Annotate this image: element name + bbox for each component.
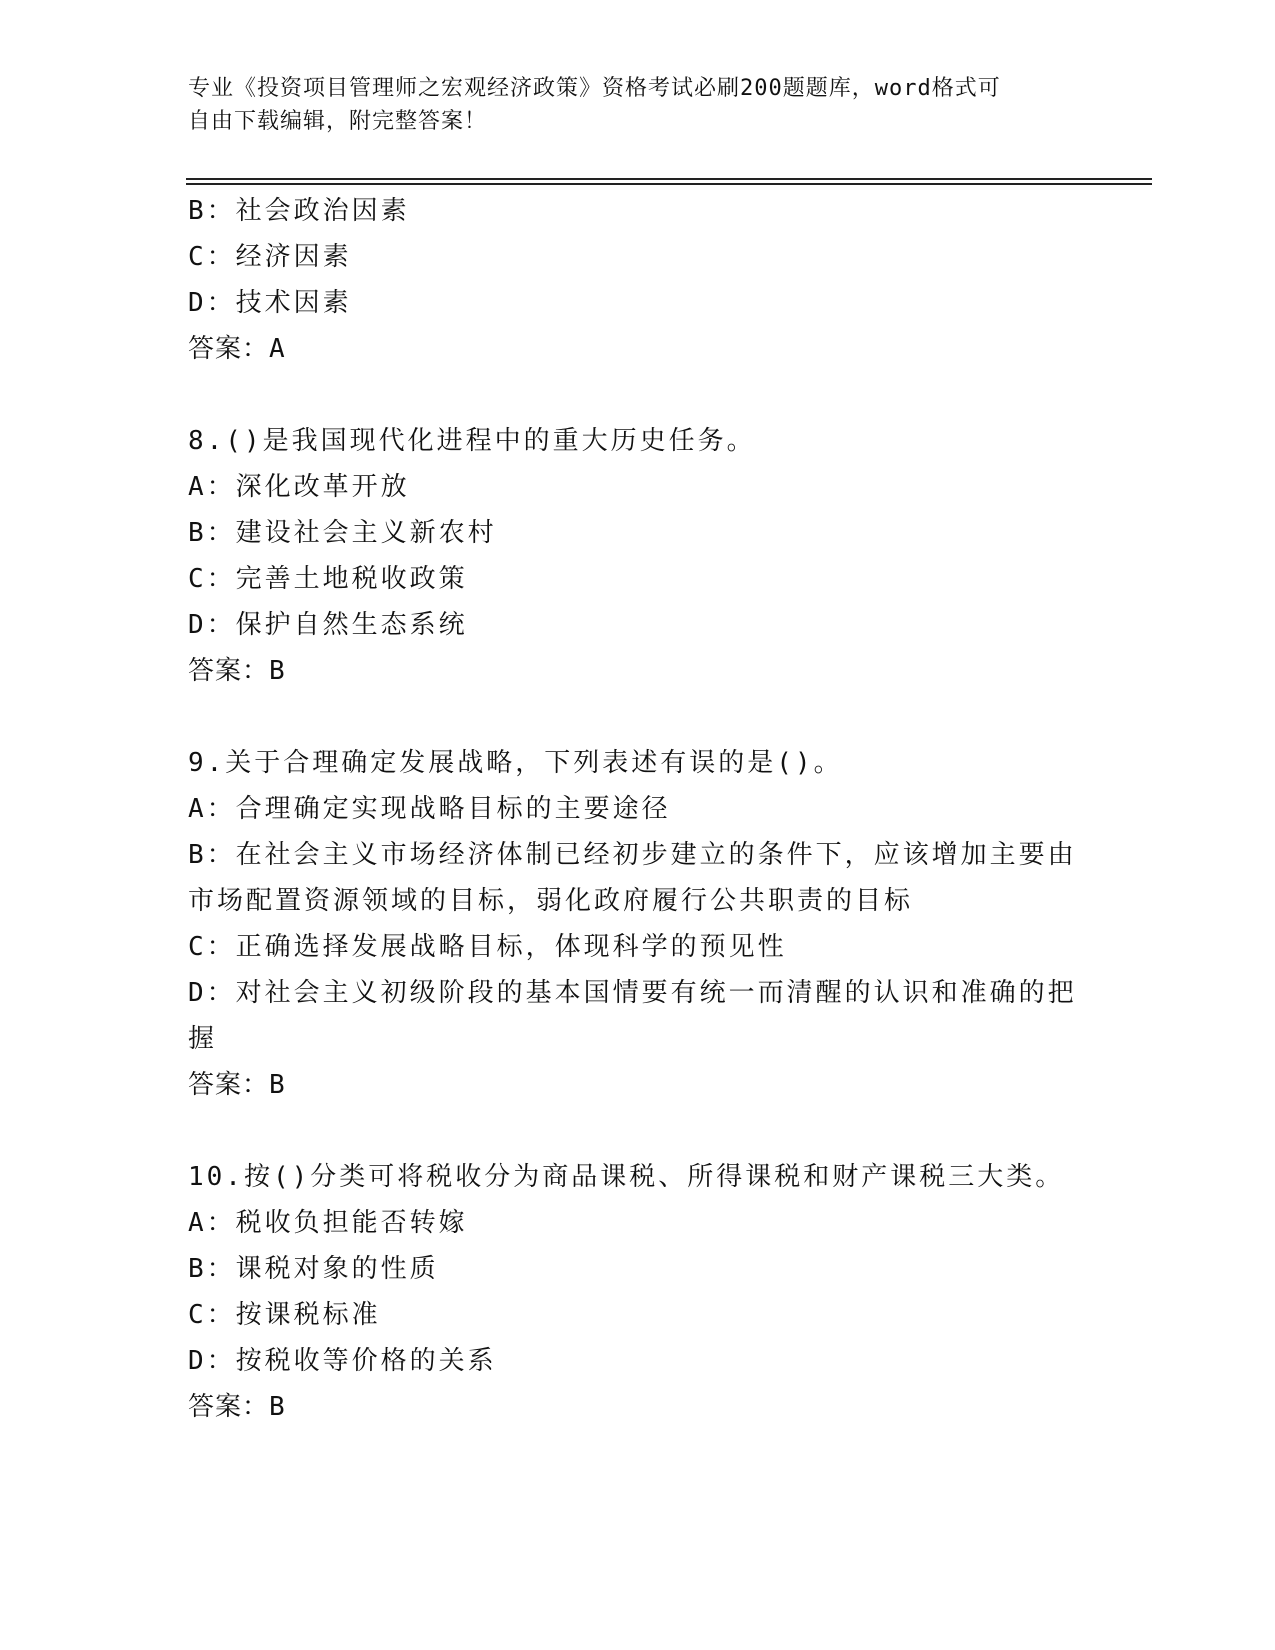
option-a: A：税收负担能否转嫁 [188,1208,468,1238]
question-text: 9.关于合理确定发展战略，下列表述有误的是()。 [188,748,843,778]
option-d: D：技术因素 [188,288,352,318]
option-a: A：合理确定实现战略目标的主要途径 [188,794,671,824]
question-list [188,188,1088,1430]
option-d-line-2: 握 [188,1024,218,1054]
option-c: C：经济因素 [188,242,352,272]
spacer [188,694,1088,740]
option-b-line-1: B：在社会主义市场经济体制已经初步建立的条件下，应该增加主要由 [188,840,1077,870]
header-title-line-2: 自由下载编辑，附完整答案！ [188,109,488,134]
option-b: B：建设社会主义新农村 [188,518,497,548]
question-text: 10.按()分类可将税收分为商品课税、所得课税和财产课税三大类。 [188,1162,1065,1192]
answer: 答案：B [188,1392,286,1422]
answer: 答案：B [188,656,286,686]
option-d-line-1: D：对社会主义初级阶段的基本国情要有统一而清醒的认识和准确的把 [188,978,1077,1008]
option-c: C：正确选择发展战略目标，体现科学的预见性 [188,932,787,962]
header-divider-top [186,178,1152,180]
question-10 [188,1154,1088,1430]
header-title-line-1: 专业《投资项目管理师之宏观经济政策》资格考试必刷200题题库，word格式可 [188,76,1001,101]
option-d: D：保护自然生态系统 [188,610,468,640]
spacer [188,1108,1088,1154]
question-text: 8.()是我国现代化进程中的重大历史任务。 [188,426,756,456]
option-d: D：按税收等价格的关系 [188,1346,497,1376]
option-c: C：按课税标准 [188,1300,381,1330]
option-c: C：完善土地税收政策 [188,564,468,594]
question-7-tail [188,188,1088,372]
option-b: B：课税对象的性质 [188,1254,439,1284]
option-a: A：深化改革开放 [188,472,410,502]
answer: 答案：B [188,1070,286,1100]
answer: 答案：A [188,334,286,364]
header-divider-bottom [186,183,1152,185]
document-header [188,72,1088,138]
option-b: B：社会政治因素 [188,196,410,226]
option-b-line-2: 市场配置资源领域的目标，弱化政府履行公共职责的目标 [188,886,914,916]
spacer [188,372,1088,418]
question-9 [188,740,1088,1108]
question-8 [188,418,1088,694]
